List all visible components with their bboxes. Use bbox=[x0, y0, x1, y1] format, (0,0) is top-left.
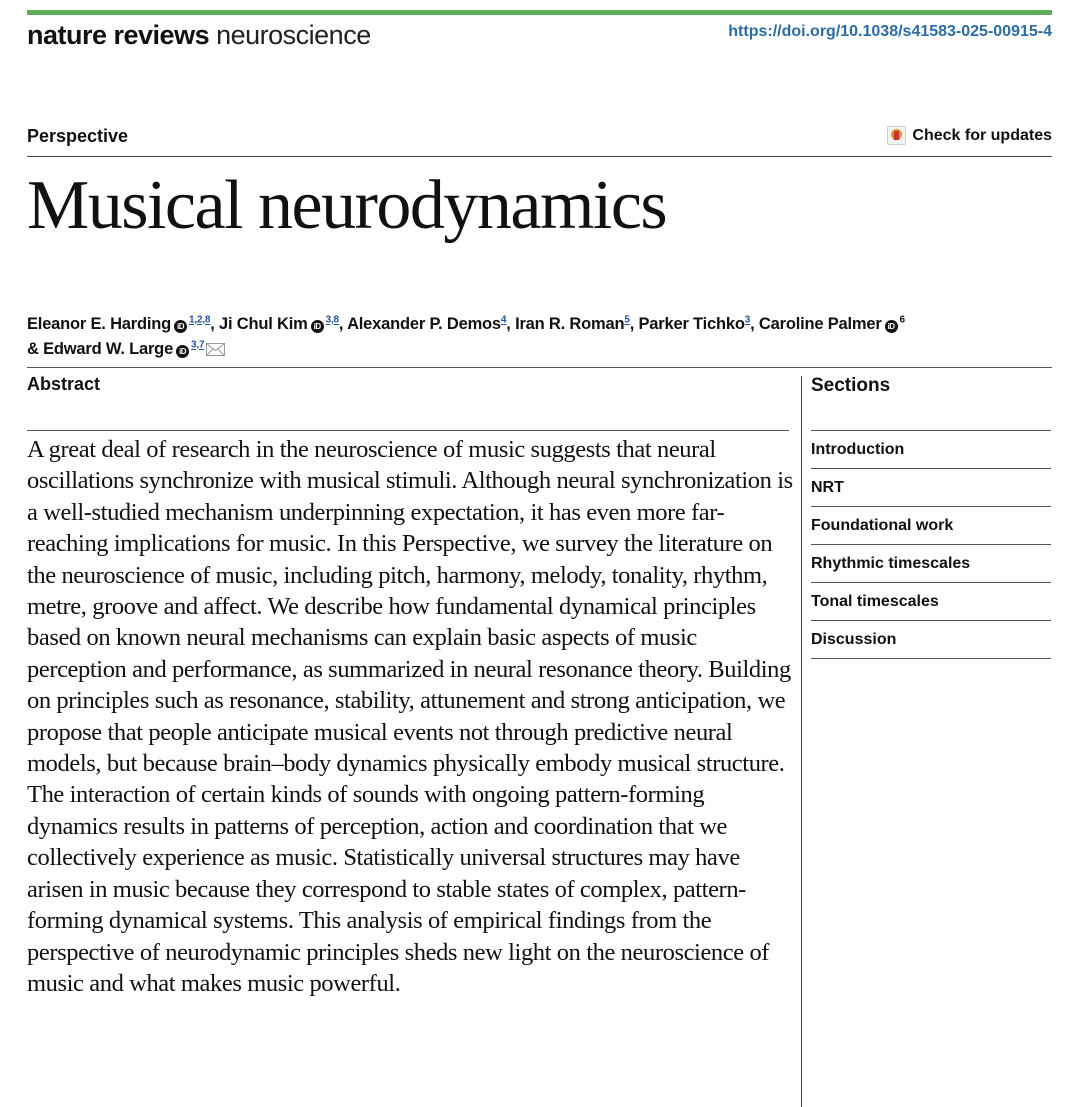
author-entry bbox=[219, 315, 339, 333]
journal-masthead[interactable] bbox=[27, 20, 371, 51]
section-link-foundational-work[interactable]: Foundational work bbox=[811, 507, 1051, 545]
section-link-discussion[interactable]: Discussion bbox=[811, 621, 1051, 659]
column-divider bbox=[801, 376, 802, 1107]
orcid-icon[interactable]: iD bbox=[311, 320, 324, 333]
author-name[interactable]: Ji Chul Kim bbox=[219, 315, 308, 333]
sections-heading: Sections bbox=[811, 375, 891, 396]
envelope-icon[interactable] bbox=[206, 343, 225, 356]
orcid-icon[interactable]: iD bbox=[885, 320, 898, 333]
author-entry bbox=[759, 315, 905, 333]
author-name[interactable]: Caroline Palmer bbox=[758, 315, 882, 333]
author-list: Eleanor E. Harding iD$^{1,2,8}$, Ji Chul Kim iD$^{3,8}$, Alexander P. Demos$^4$, Iran R. Roman$^5$, Parker Tichko$^3$, Caroline Palmer $iD^6$ & Edward W. Large iD$^{3,7}$ bbox=[27, 314, 905, 358]
article-title: Musical neurodynamics bbox=[27, 167, 667, 244]
abstract-heading-divider bbox=[27, 430, 789, 431]
doi-link[interactable]: https://doi.org/10.1038/s41583-025-00915-4 bbox=[728, 23, 1052, 40]
author-affiliation[interactable]: 3 bbox=[744, 314, 751, 326]
author-affiliation[interactable]: 5 bbox=[624, 314, 630, 326]
abstract-divider bbox=[27, 367, 1052, 368]
orcid-icon[interactable]: iD bbox=[176, 345, 189, 358]
section-link-introduction[interactable]: Introduction bbox=[811, 431, 1051, 469]
orcid-icon[interactable]: iD bbox=[174, 320, 187, 333]
check-for-updates-label: Check for updates bbox=[912, 126, 1052, 144]
abstract-text: A great deal of research in the neuroscience of music suggests that neural oscillations synchronize with musical stimuli. Although neural synchronization is a well-studied mechanism underpinning expectation, it has even more far-reaching implications for music. In this Perspective, we survey the literature on the neuroscience of music, including pitch, harmony, melody, tonality, rhythm, metre, groove and affect. We describe how fundamental dynamical principles based on known neural mechanisms can explain basic aspects of music perception and performance, as summarized in neural resonance theory. Building on principles such as resonance, stability, attunement and strong anticipation, we propose that people anticipate musical events not through predictive neural models, but because brain–body dynamics physically embody musical structure. The interaction of certain kinds of sounds with ongoing pattern-forming dynamics results in patterns of perception, action and coordination that we collectively experience as music. Statistically universal structures may have arisen in music because they correspond to stable states of complex, pattern-forming dynamical systems. This analysis of empirical findings from the perspective of neurodynamic principles sheds new light on the neuroscience of music and what makes music powerful. bbox=[27, 436, 793, 997]
section-link-nrt[interactable]: NRT bbox=[811, 469, 1051, 507]
author-entry bbox=[639, 315, 751, 333]
journal-accent-bar bbox=[27, 10, 1052, 15]
check-for-updates-button[interactable] bbox=[887, 126, 1052, 145]
sections-nav bbox=[811, 430, 1051, 659]
article-type-label: Perspective bbox=[27, 126, 129, 146]
journal-brand-light: neuroscience bbox=[216, 20, 371, 50]
author-name[interactable]: Eleanor E. Harding bbox=[27, 315, 172, 333]
author-name[interactable]: Parker Tichko bbox=[638, 315, 745, 333]
abstract-heading: Abstract bbox=[27, 374, 101, 394]
section-link-rhythmic-timescales[interactable]: Rhythmic timescales bbox=[811, 545, 1051, 583]
author-entry bbox=[347, 315, 506, 333]
author-affiliation[interactable]: 3,7 bbox=[191, 339, 205, 351]
journal-brand-bold: nature reviews bbox=[27, 20, 210, 50]
author-affiliation[interactable]: 3,8 bbox=[325, 314, 339, 326]
author-affiliation: 6 bbox=[899, 314, 905, 326]
author-affiliation[interactable]: 4 bbox=[500, 314, 507, 326]
author-entry bbox=[27, 315, 210, 333]
author-affiliation[interactable]: 1,2,8 bbox=[189, 314, 211, 326]
author-entry bbox=[27, 340, 225, 358]
author-name[interactable]: Alexander P. Demos bbox=[347, 315, 501, 333]
author-name[interactable]: Iran R. Roman bbox=[515, 315, 625, 333]
header-divider bbox=[27, 156, 1052, 157]
check-for-updates-icon bbox=[887, 126, 906, 145]
author-name[interactable]: & Edward W. Large bbox=[27, 340, 174, 358]
author-entry bbox=[515, 315, 630, 333]
section-link-tonal-timescales[interactable]: Tonal timescales bbox=[811, 583, 1051, 621]
